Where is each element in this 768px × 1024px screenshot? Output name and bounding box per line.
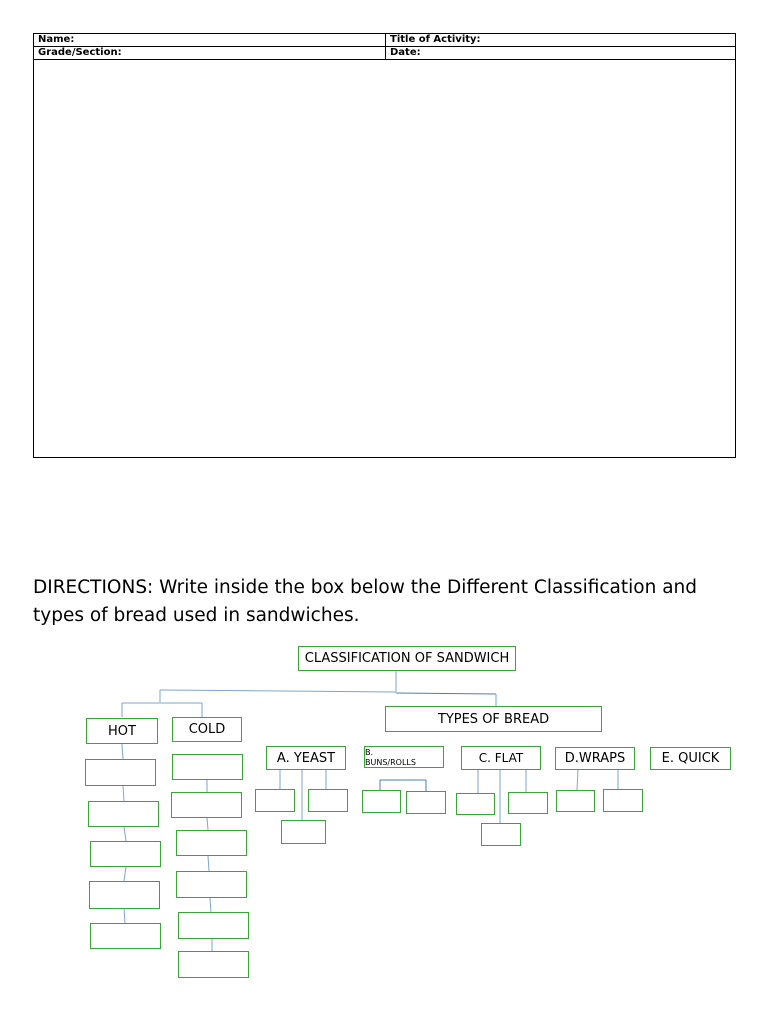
yeast-answer-box-1[interactable] [255,789,295,812]
hot-answer-box-4[interactable] [89,881,160,909]
date-label: Date: [390,47,421,58]
cold-answer-box-4[interactable] [176,871,247,898]
title-of-activity-label: Title of Activity: [390,34,481,45]
connector-cold-2 [207,818,208,830]
hot-answer-box-1[interactable] [85,759,156,786]
flat-answer-box-3[interactable] [481,823,521,846]
connector-hot-4 [124,867,126,881]
buns-rolls-box [364,746,444,768]
buns-rolls-letter: B. [365,748,374,757]
hot-answer-box-5[interactable] [90,923,161,949]
connector-hot-5 [124,909,125,923]
wraps-box: D.WRAPS [555,747,635,770]
wraps-answer-box-1[interactable] [556,790,595,812]
name-label: Name: [34,34,386,46]
cold-answer-box-5[interactable] [178,912,249,939]
types-of-bread-box: TYPES OF BREAD [385,706,602,732]
connector-left-branch [160,690,396,692]
wraps-answer-box-2[interactable] [603,789,643,812]
hot-answer-box-3[interactable] [90,841,161,867]
connector-cold-4 [210,898,211,912]
directions-text: DIRECTIONS: Write inside the box below the Different Classification and types of bread used in sandwiches. [33,577,697,626]
buns-answer-box-1[interactable] [362,790,401,813]
connector-cold-3 [208,856,209,871]
connector-right-branch [396,693,496,694]
quick-box: E. QUICK [650,747,731,770]
classification-of-sandwich-box: CLASSIFICATION OF SANDWICH [298,646,516,671]
cold-answer-box-3[interactable] [176,830,247,856]
hot-answer-box-2[interactable] [88,801,159,827]
hot-box: HOT [86,718,158,744]
flat-box: C. FLAT [461,746,541,770]
buns-rolls-text: BUNS/ROLLS [365,758,416,767]
connector-hot-3 [124,827,126,841]
flat-answer-box-2[interactable] [508,792,548,814]
flat-answer-box-1[interactable] [456,793,495,815]
cold-answer-box-2[interactable] [171,792,242,818]
connector-wraps-a [577,769,578,790]
cold-box: COLD [172,717,242,742]
connector-hot-2 [123,786,124,801]
grade-section-label: Grade/Section: [34,47,386,59]
yeast-box: A. YEAST [266,746,346,770]
yeast-answer-box-2[interactable] [308,789,348,812]
yeast-answer-box-3[interactable] [281,820,326,844]
cold-answer-box-6[interactable] [178,951,249,978]
connector-hot-1 [122,744,123,759]
cold-answer-box-1[interactable] [172,754,243,780]
buns-answer-box-2[interactable] [406,791,446,814]
